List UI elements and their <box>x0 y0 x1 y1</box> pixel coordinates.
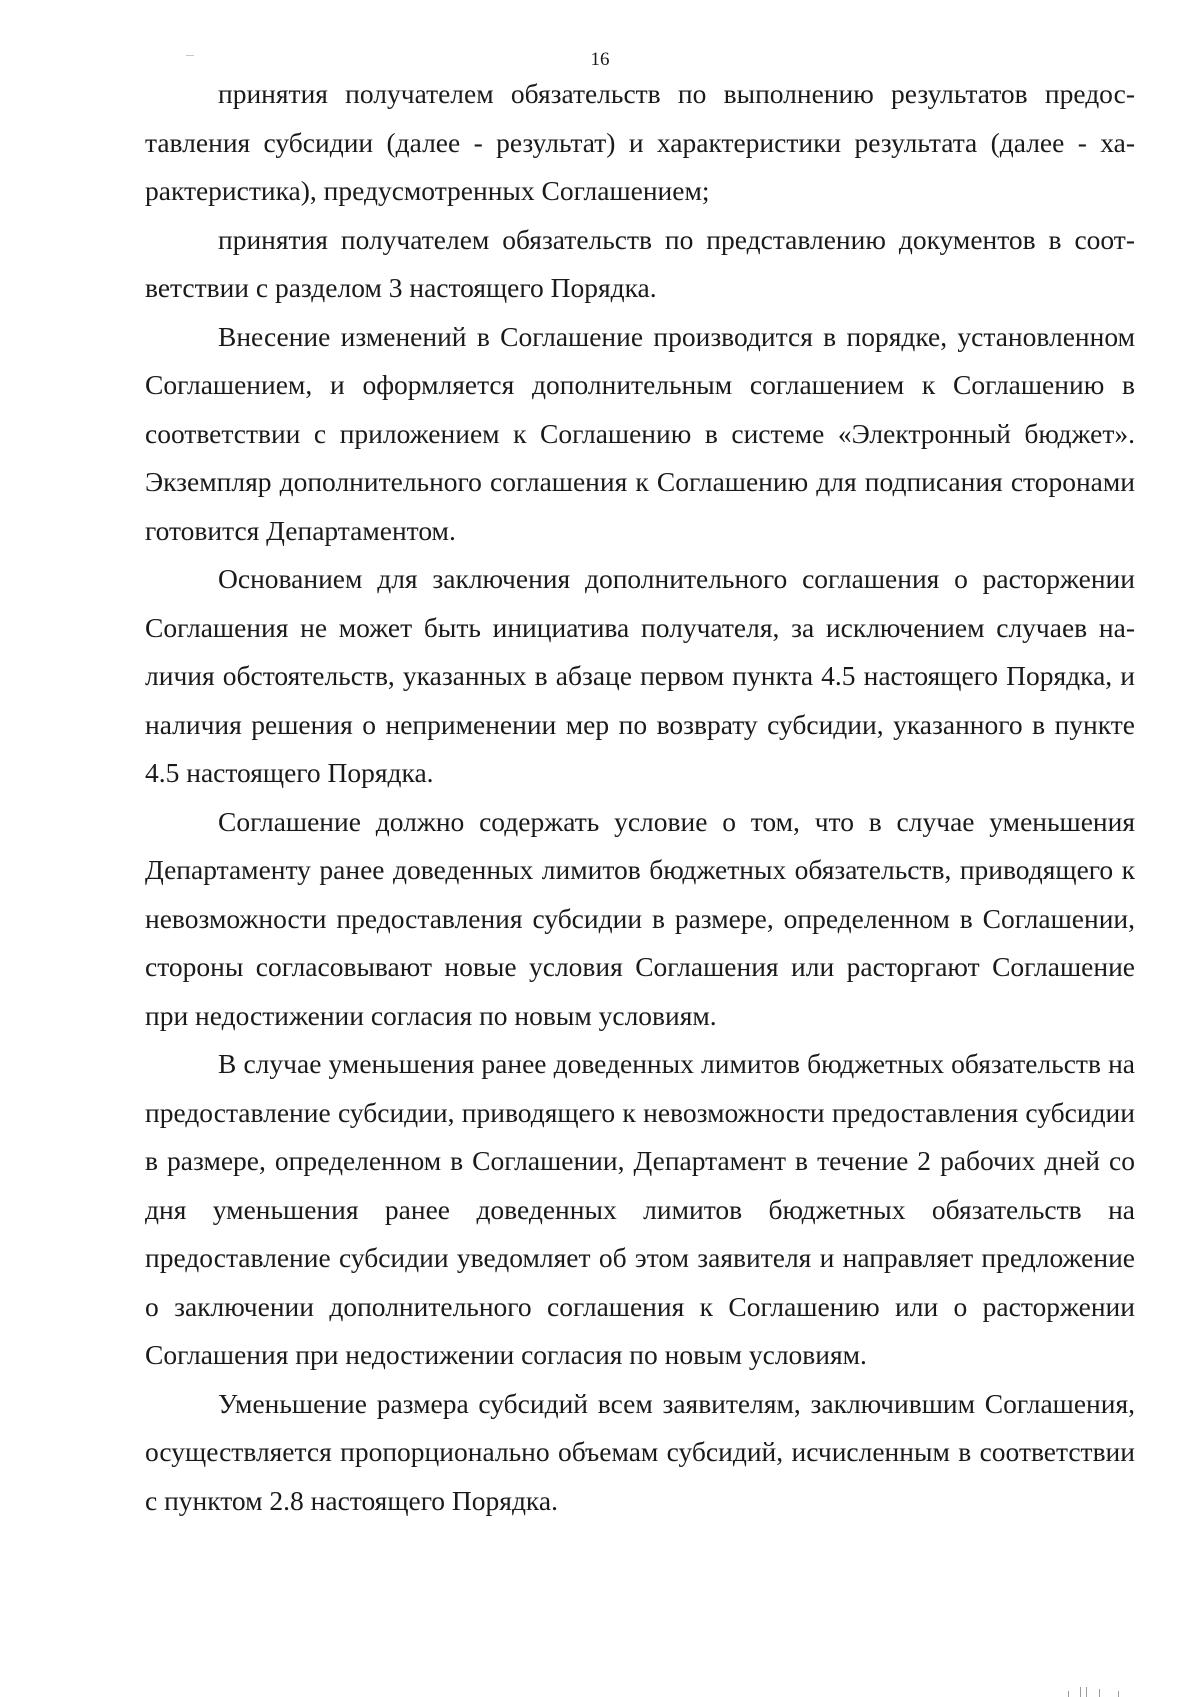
paragraph: Уменьшение размера субсидий всем заявителям, заключившим Соглашения, осуществляется пропорционально объемам субсидий, исчисленным в соответствии с пунктом 2.8 настоящего Порядка. <box>145 1387 1135 1516</box>
page-number: 16 <box>590 49 610 70</box>
paragraph: Соглашение должно содержать условие о том, что в случае уменьшения Департаменту ранее доведенных лимитов бюджетных обязательств, приводящего к невозможности предоставления субсидии в размере, определенном в Соглашении, стороны согласовывают новые условия Соглашения или расторгают Соглашение при недостижении согласия по новым условиям. <box>145 805 1135 1031</box>
document-body <box>145 70 1135 1525</box>
paragraph: Основанием для заключения дополнительного соглашения о расторжении Соглашения не может быть инициатива получателя, за исключением случаев наличия обстоятельств, указанных в абзаце первом пункта 4.5 настоящего Порядка, и наличия решения о неприменении мер по возврату субсидии, указанного в пункте 4.5 настоящего Порядка. <box>145 563 1135 788</box>
paragraph: принятия получателем обязательств по представлению документов в соответствии с разделом 3 настоящего Порядка. <box>145 223 1135 303</box>
paragraph: Внесение изменений в Соглашение производится в порядке, установленном Соглашением, и оформляется дополнительным соглашением к Соглашению в соответствии с приложением к Соглашению в системе «Электронный бюджет». Экземпляр дополнительного соглашения к Соглашению для подписания сторонами готовится Департаментом. <box>145 320 1135 546</box>
paragraph-continuation: принятия получателем обязательств по выполнению результатов предоставления субсидии (далее - результат) и характеристики результата (далее - характеристика), предусмотренных Соглашением; <box>145 78 1135 206</box>
scan-artifact <box>1066 1685 1136 1697</box>
paragraph: В случае уменьшения ранее доведенных лимитов бюджетных обязательств на предоставление субсидии, приводящего к невозможности предоставления субсидии в размере, определенном в Соглашении, Департамент в течение 2 рабочих дней со дня уменьшения ранее доведенных лимитов бюджетных обязательств на предоставление субсидии уведомляет об этом заявителя и направляет предложение о заключении дополнительного соглашения к Соглашению или о расторжении Соглашения при недостижении согласия по новым условиям. <box>145 1048 1135 1370</box>
